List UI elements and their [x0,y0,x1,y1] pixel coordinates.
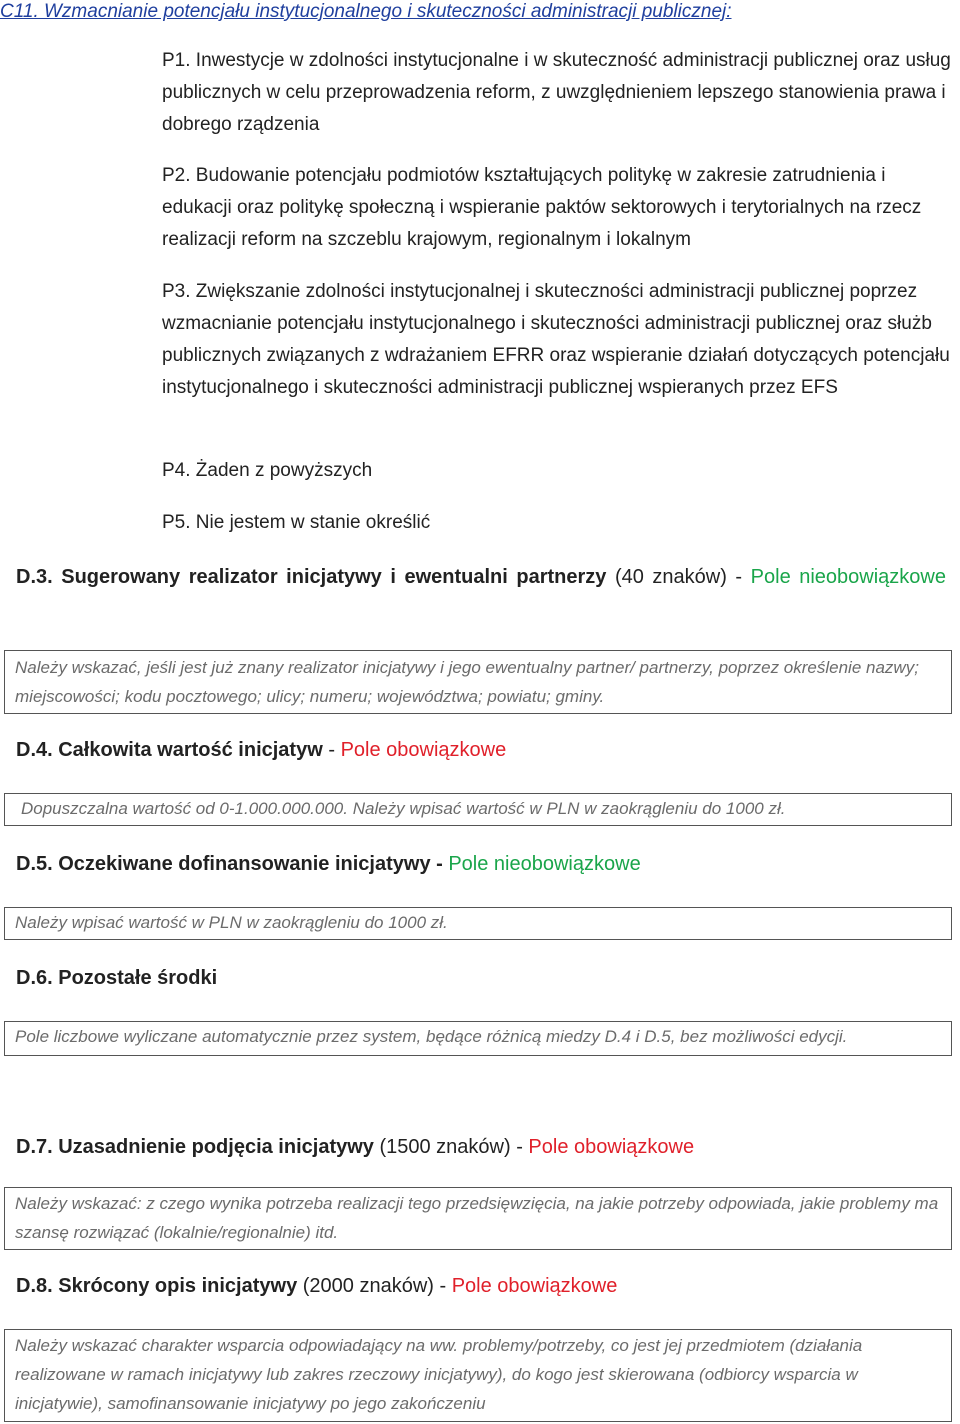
priority-option-p4[interactable]: P4. Żaden z powyższych [162,460,373,481]
d7-status: Pole obowiązkowe [528,1136,695,1158]
priority-option-p2[interactable]: P2. Budowanie potencjału podmiotów kształtujących politykę w zakresie zatrudnienia i edukacji oraz politykę społeczną i wspieranie paktów sektorowych i terytorialnych na rzecz realizacji reform na szczeblu krajowym, regionalnym i lokalnym [162,165,922,250]
section-d6-heading [16,963,946,993]
priority-option-p5[interactable]: P5. Nie jestem w stanie określić [162,512,431,533]
d7-input-box[interactable] [4,1187,952,1250]
d5-title: D.5. Oczekiwane dofinansowanie inicjatywy - [16,853,449,875]
d5-status: Pole nieobowiązkowe [448,853,641,875]
d4-hint: Dopuszczalna wartość od 0-1.000.000.000. Należy wpisać wartość w PLN w zaokrągleniu do 1000 zł. [21,799,786,818]
d5-input-box[interactable] [4,907,952,940]
section-c11-title: C11. Wzmacnianie potencjału instytucjonalnego i skuteczności administracji publicznej: [0,1,732,22]
d7-title: D.7. Uzasadnienie podjęcia inicjatywy [16,1136,374,1158]
d3-status: Pole nieobowiązkowe [750,566,946,588]
d8-status: Pole obowiązkowe [451,1275,618,1297]
section-d3-heading [16,562,946,592]
d4-input-box[interactable] [4,793,952,826]
section-d5-heading [16,849,946,879]
section-d8-heading [16,1271,946,1301]
priority-option-p3[interactable]: P3. Zwiększanie zdolności instytucjonalnej i skuteczności administracji publicznej poprzez wzmacnianie potencjału instytucjonalnego i skuteczności administracji publicznej oraz służb publicznych związanych z wdrażaniem EFRR oraz wspieranie działań dotyczących potencjału instytucjonalnego i skuteczności administracji publicznej wspieranych przez EFS [162,281,950,398]
d4-status: Pole obowiązkowe [340,739,507,761]
d4-sep: - [322,739,341,761]
d7-hint: Należy wskazać: z czego wynika potrzeba realizacji tego przedsięwzięcia, na jakie potrzeby odpowiada, jakie problemy ma szansę rozwiązać (lokalnie/regionalnie) itd. [15,1194,939,1242]
d8-input-box[interactable] [4,1329,952,1422]
d5-hint: Należy wpisać wartość w PLN w zaokrągleniu do 1000 zł. [15,913,448,932]
d6-readonly-box [4,1021,952,1056]
d6-title: D.6. Pozostałe środki [16,967,218,989]
section-d4-heading [16,735,946,765]
d8-hint: Należy wskazać charakter wsparcia odpowiadający na ww. problemy/potrzeby, co jest jej przedmiotem (działania realizowane w ramach inicjatywy lub zakres rzeczowy inicjatywy), do kogo jest skierowana (odbiorcy wsparcia w inicjatywie), samofinansowanie inicjatywy po jego zakończeniu [15,1336,863,1413]
d6-hint: Pole liczbowe wyliczane automatycznie przez system, będące różnicą miedzy D.4 i D.5, bez możliwości edycji. [15,1027,848,1046]
d8-title: D.8. Skrócony opis inicjatywy [16,1275,298,1297]
d3-input-box[interactable] [4,650,952,714]
priority-option-p1[interactable]: P1. Inwestycje w zdolności instytucjonalne i w skuteczność administracji publicznej oraz usług publicznych w celu przeprowadzenia reform, z uwzględnieniem lepszego stanowienia prawa i dobrego rządzenia [162,50,951,135]
d3-title: D.3. Sugerowany realizator inicjatywy i ewentualni partnerzy [16,566,607,588]
d4-title: D.4. Całkowita wartość inicjatyw [16,739,323,761]
d3-limit: (40 znaków) - [606,566,751,588]
section-d7-heading [16,1132,946,1162]
d3-hint: Należy wskazać, jeśli jest już znany realizator inicjatywy i jego ewentualny partner/ partnerzy, poprzez określenie nazwy; miejscowości; kodu pocztowego; ulicy; numeru; województwa; powiatu; gminy. [15,658,919,706]
d7-limit: (1500 znaków) - [373,1136,529,1158]
d8-limit: (2000 znaków) - [297,1275,452,1297]
